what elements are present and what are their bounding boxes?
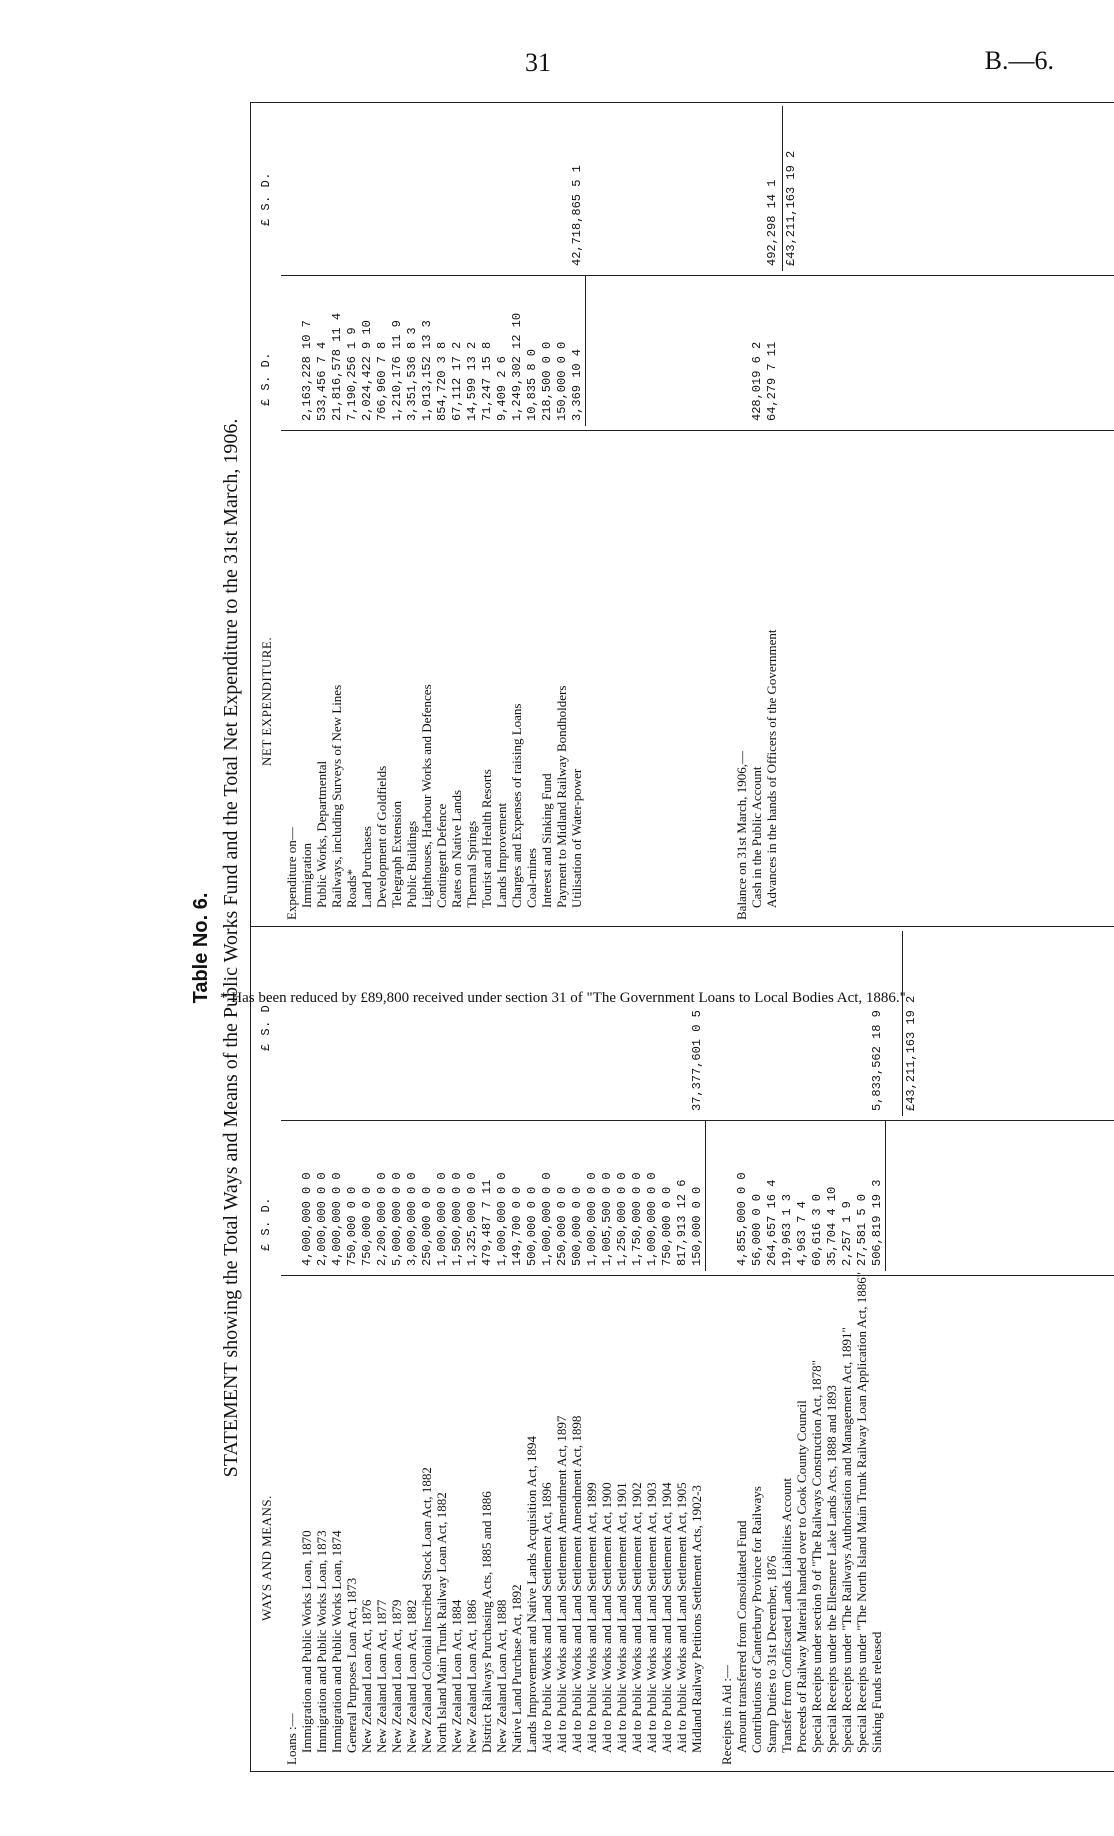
expenditure-row-label: Lighthouses, Harbour Works and Defences	[419, 684, 434, 908]
expenditure-row-label: Payment to Midland Railway Bondholders	[554, 685, 569, 908]
expenditure-row-amount: 1,013,152 13 3	[420, 320, 434, 421]
ne-col1-header: £ S. D.	[259, 352, 273, 406]
loan-row-label: Aid to Public Works and Land Settlement Act, 1905	[674, 1482, 689, 1753]
expenditure-row-label: Immigration	[299, 843, 314, 908]
expenditure-row-label: Lands Improvement	[494, 802, 509, 908]
loan-row-amount: 479,487 7 11	[480, 1179, 494, 1266]
expenditure-row-label: Land Purchases	[359, 826, 374, 908]
receipt-row-amount: 4,963 7 4	[795, 1201, 809, 1266]
expenditure-row-label: Contingent Defence	[434, 803, 449, 908]
balance-row-amount: 64,279 7 11	[765, 341, 779, 421]
loan-row-label: Immigration and Public Works Loan, 1870	[299, 1530, 314, 1753]
loan-row-label: North Island Main Trunk Railway Loan Act, 1882	[434, 1492, 449, 1753]
expenditure-row-amount: 150,000 0 0	[555, 341, 569, 421]
loan-row-label: Aid to Public Works and Land Settlement Act, 1896	[539, 1482, 554, 1753]
loan-row-amount: 750,000 0 0	[660, 1186, 674, 1266]
loan-row-amount: 2,200,000 0 0	[375, 1172, 389, 1266]
loan-row-label: Aid to Public Works and Land Settlement Act, 1900	[599, 1482, 614, 1753]
receipt-row-label: Sinking Funds released	[869, 1631, 884, 1753]
footnote: * Has been reduced by £89,800 received under section 31 of "The Government Loans to Local Bodies Act, 1886."	[220, 990, 906, 1006]
balance-total: 492,298 14 1	[765, 179, 779, 266]
expenditure-row-label: Roads*	[344, 869, 359, 908]
receipt-row-amount: 19,963 1 3	[780, 1193, 794, 1266]
table-title: Table No. 6.	[190, 892, 212, 1004]
receipt-row-amount: 2,257 1 9	[840, 1201, 854, 1266]
receipt-row-label: Special Receipts under the Ellesmere Lake Lands Acts, 1888 and 1893	[824, 1385, 839, 1753]
receipt-row-amount: 35,704 4 10	[825, 1186, 839, 1266]
expenditure-row-label: Thermal Springs	[464, 820, 479, 908]
expenditure-row-amount: 218,500 0 0	[540, 341, 554, 421]
expenditure-row-amount: 533,456 7 4	[315, 341, 329, 421]
ways-and-means-panel	[251, 926, 1114, 1771]
balance-row-label: Cash in the Public Account	[749, 766, 764, 908]
receipt-row-label: Proceeds of Railway Material handed over to Cook County Council	[794, 1400, 809, 1753]
statement-heading: STATEMENT showing the Total Ways and Means of the Public Works Fund and the Total Net Expenditure to the 31st March, 1906.	[220, 418, 242, 1478]
expenditure-row-label: Coal-mines	[524, 848, 539, 908]
loan-row-label: Aid to Public Works and Land Settlement Act, 1899	[584, 1482, 599, 1753]
expenditure-row-amount: 766,960 7 8	[375, 341, 389, 421]
loan-row-amount: 1,000,000 0 0	[495, 1172, 509, 1266]
loan-row-amount: 1,000,000 0 0	[585, 1172, 599, 1266]
expenditure-row-amount: 2,163,228 10 7	[300, 320, 314, 421]
loan-row-amount: 4,000,000 0 0	[300, 1172, 314, 1266]
loan-row-label: Lands Improvement and Native Lands Acquisition Act, 1894	[524, 1436, 539, 1753]
ne-col2-header: £ S. D.	[259, 172, 273, 226]
net-expenditure-grand-total: £43,211,163 19 2	[784, 150, 798, 266]
receipt-row-label: Special Receipts under "The North Island Main Trunk Railway Loan Application Act, 1886"	[854, 1271, 869, 1753]
loan-row-amount: 500,000 0 0	[570, 1186, 584, 1266]
receipt-row-label: Contributions of Canterbury Province for Railways	[749, 1486, 764, 1753]
wm-col1-header: £ S. D.	[259, 1197, 273, 1251]
loan-row-label: Native Land Purchase Act, 1892	[509, 1584, 524, 1753]
expenditure-row-amount: 9,409 2 6	[495, 356, 509, 421]
receipt-row-amount: 4,855,000 0 0	[735, 1172, 749, 1266]
statement-table	[250, 102, 1114, 1772]
loan-row-amount: 250,000 0 0	[555, 1186, 569, 1266]
loan-row-amount: 817,913 12 6	[675, 1179, 689, 1266]
expenditure-row-amount: 71,247 15 8	[480, 341, 494, 421]
expenditure-row-amount: 21,816,578 11 4	[330, 312, 344, 421]
loan-row-amount: 1,005,500 0 0	[600, 1172, 614, 1266]
loan-row-amount: 250,000 0 0	[420, 1186, 434, 1266]
net-expenditure-heading: NET EXPENDITURE.	[259, 636, 274, 766]
expenditure-row-amount: 67,112 17 2	[450, 341, 464, 421]
document-code: B.—6.	[984, 46, 1054, 75]
expenditure-row-amount: 14,599 13 2	[465, 341, 479, 421]
loan-row-label: District Railways Purchasing Acts, 1885 and 1886	[479, 1491, 494, 1753]
expenditure-row-amount: 1,249,302 12 10	[510, 312, 524, 421]
loan-row-amount: 1,250,000 0 0	[615, 1172, 629, 1266]
loan-row-label: Aid to Public Works and Land Settlement Act, 1904	[659, 1482, 674, 1753]
balance-row-label: Advances in the hands of Officers of the Government	[764, 629, 779, 908]
expenditure-row-label: Utilisation of Water-power	[569, 768, 584, 908]
receipt-row-amount: 506,819 19 3	[870, 1179, 884, 1266]
page-number: 31	[525, 48, 551, 77]
loan-row-label: Aid to Public Works and Land Settlement Act, 1903	[644, 1482, 659, 1753]
loan-row-label: New Zealand Loan Act, 1877	[374, 1599, 389, 1753]
loan-row-amount: 4,000,000 0 0	[330, 1172, 344, 1266]
loan-row-label: Immigration and Public Works Loan, 1874	[329, 1530, 344, 1753]
loan-row-label: New Zealand Loan Act, 1876	[359, 1599, 374, 1753]
receipt-row-label: Amount transferred from Consolidated Fund	[734, 1520, 749, 1753]
loan-row-amount: 3,000,000 0 0	[405, 1172, 419, 1266]
receipt-row-amount: 264,657 16 4	[765, 1179, 779, 1266]
loan-row-label: New Zealand Colonial Inscribed Stock Loan Act, 1882	[419, 1467, 434, 1753]
receipts-label: Receipts in Aid :—	[719, 1664, 734, 1765]
loan-row-amount: 2,000,000 0 0	[315, 1172, 329, 1266]
expenditure-row-label: Public Works, Departmental	[314, 760, 329, 908]
loan-row-amount: 5,000,000 0 0	[390, 1172, 404, 1266]
net-expenditure-panel	[251, 101, 1114, 926]
expenditure-row-amount: 10,835 8 0	[525, 348, 539, 421]
ways-and-means-heading: WAYS AND MEANS.	[259, 1495, 274, 1621]
expenditure-total: 42,718,865 5 1	[570, 165, 584, 266]
loan-row-label: Immigration and Public Works Loan, 1873	[314, 1530, 329, 1753]
receipt-row-label: Special Receipts under section 9 of "The Railways Construction Act, 1878"	[809, 1360, 824, 1753]
loan-row-label: New Zealand Loan Act, 1879	[389, 1599, 404, 1753]
receipt-row-amount: 56,000 0 0	[750, 1193, 764, 1266]
expenditure-row-label: Development of Goldfields	[374, 765, 389, 908]
loans-total: 37,377,601 0 5	[690, 1010, 704, 1111]
loans-label: Loans :—	[284, 1713, 299, 1765]
expenditure-row-label: Interest and Sinking Fund	[539, 773, 554, 908]
loan-row-label: New Zealand Loan Act, 1888	[494, 1599, 509, 1753]
receipt-row-label: Stamp Duties to 31st December, 1876	[764, 1555, 779, 1753]
expenditure-row-label: Public Buildings	[404, 820, 419, 908]
expenditure-row-label: Rates on Native Lands	[449, 789, 464, 908]
loan-row-amount: 150,000 0 0	[690, 1186, 704, 1266]
loan-row-amount: 750,000 0 0	[360, 1186, 374, 1266]
loan-row-label: New Zealand Loan Act, 1882	[404, 1599, 419, 1753]
expenditure-label: Expenditure on—	[284, 827, 299, 920]
loan-row-amount: 1,500,000 0 0	[450, 1172, 464, 1266]
expenditure-row-amount: 3,351,536 8 3	[405, 327, 419, 421]
receipt-row-label: Transfer from Confiscated Lands Liabilities Account	[779, 1478, 794, 1753]
loan-row-label: New Zealand Loan Act, 1884	[449, 1599, 464, 1753]
loan-row-amount: 750,000 0 0	[345, 1186, 359, 1266]
expenditure-row-label: Telegraph Extension	[389, 800, 404, 908]
balance-label: Balance on 31st March, 1906,—	[734, 751, 749, 920]
loan-row-label: Midland Railway Petitions Settlement Acts, 1902-3	[689, 1485, 704, 1753]
receipt-row-amount: 60,616 3 0	[810, 1193, 824, 1266]
loan-row-amount: 1,750,000 0 0	[630, 1172, 644, 1266]
expenditure-row-amount: 1,210,176 11 9	[390, 320, 404, 421]
loan-row-amount: 500,000 0 0	[525, 1186, 539, 1266]
loan-row-amount: 149,700 0 0	[510, 1186, 524, 1266]
loan-row-amount: 1,000,000 0 0	[435, 1172, 449, 1266]
receipts-total: 5,833,562 18 9	[870, 1010, 884, 1111]
loan-row-amount: 1,000,000 0 0	[540, 1172, 554, 1266]
expenditure-row-amount: 854,720 3 8	[435, 341, 449, 421]
net-expenditure-rows	[281, 101, 1114, 926]
expenditure-row-label: Railways, including Surveys of New Lines	[329, 684, 344, 908]
receipt-row-amount: 27,581 5 0	[855, 1193, 869, 1266]
wm-col2-header: £ S. D.	[259, 997, 273, 1051]
loan-row-label: Aid to Public Works and Land Settlement Amendment Act, 1898	[569, 1415, 584, 1753]
loan-row-label: General Purposes Loan Act, 1873	[344, 1577, 359, 1753]
rotated-table-page	[190, 84, 1074, 1812]
loan-row-label: Aid to Public Works and Land Settlement Amendment Act, 1897	[554, 1415, 569, 1753]
expenditure-row-amount: 2,024,422 9 10	[360, 320, 374, 421]
expenditure-row-label: Charges and Expenses of raising Loans	[509, 703, 524, 908]
expenditure-row-amount: 7,190,256 1 9	[345, 327, 359, 421]
expenditure-row-label: Tourist and Health Resorts	[479, 769, 494, 908]
loan-row-amount: 1,000,000 0 0	[645, 1172, 659, 1266]
ways-and-means-grand-total: £43,211,163 19 2	[904, 995, 918, 1111]
receipt-row-label: Special Receipts under "The Railways Authorisation and Management Act, 1891"	[839, 1327, 854, 1753]
loan-row-label: New Zealand Loan Act, 1886	[464, 1599, 479, 1753]
expenditure-row-amount: 3,369 10 4	[570, 348, 584, 421]
loan-row-label: Aid to Public Works and Land Settlement Act, 1902	[629, 1482, 644, 1753]
loan-row-amount: 1,325,000 0 0	[465, 1172, 479, 1266]
ways-and-means-rows	[281, 927, 1114, 1771]
balance-row-amount: 428,019 6 2	[750, 341, 764, 421]
loan-row-label: Aid to Public Works and Land Settlement Act, 1901	[614, 1482, 629, 1753]
